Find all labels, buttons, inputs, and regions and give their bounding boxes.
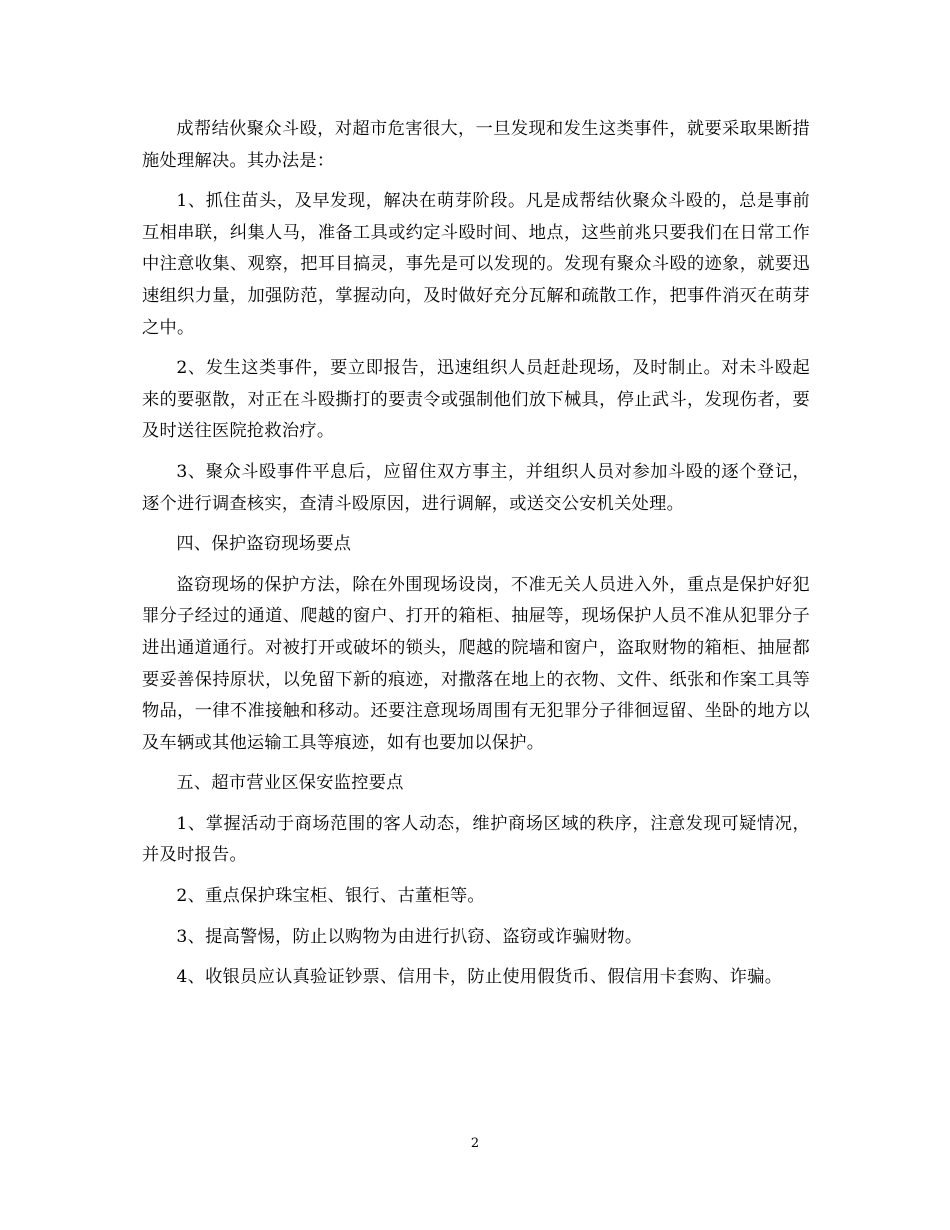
paragraph-theft-scene: 盗窃现场的保护方法，除在外围现场设岗，不准无关人员进入外，重点是保护好犯罪分子经过的通道、爬越的窗户、打开的箱柜、抽屉等，现场保护人员不准从犯罪分子进出通道通行。对被打开或破坏的锁头，爬越的院墙和窗户，盗取财物的箱柜、抽屉都要妥善保持原状，以免留下新的痕迹，对撒落在地上的衣物、文件、纸张和作案工具等物品，一律不准接触和移动。还要注意现场周围有无犯罪分子徘徊逗留、坐卧的地方以及车辆或其他运输工具等痕迹，如有也要加以保护。 xyxy=(142,574,810,753)
paragraph-item-1: 1、抓住苗头，及早发现，解决在萌芽阶段。凡是成帮结伙聚众斗殴的，总是事前互相串联，纠集人马，准备工具或约定斗殴时间、地点，这些前兆只要我们在日常工作中注意收集、观察，把耳目搞灵，事先是可以发现的。发现有聚众斗殴的迹象，就要迅速组织力量，加强防范，掌握动向，及时做好充分瓦解和疏散工作，把事件消灭在萌芽之中。 xyxy=(142,191,810,338)
paragraph-item-2: 2、发生这类事件，要立即报告，迅速组织人员赶赴现场，及时制止。对未斗殴起来的要驱散，对正在斗殴撕打的要责令或强制他们放下械具，停止武斗，发现伤者，要及时送往医院抢救治疗。 xyxy=(142,358,810,442)
paragraph-item-3: 3、聚众斗殴事件平息后，应留住双方事主，并组织人员对参加斗殴的逐个登记，逐个进行调查核实，查清斗殴原因，进行调解，或送交公安机关处理。 xyxy=(142,461,810,514)
document-body xyxy=(142,114,810,1003)
section-heading-4: 四、保护盗窃现场要点 xyxy=(176,534,352,555)
paragraph-intro: 成帮结伙聚众斗殴，对超市危害很大，一旦发现和发生这类事件，就要采取果断措施处理解决。其办法是： xyxy=(142,119,810,171)
paragraph-monitor-1: 1、掌握活动于商场范围的客人动态，维护商场区域的秩序，注意发现可疑情况，并及时报告。 xyxy=(142,813,810,866)
section-heading-5: 五、超市营业区保安监控要点 xyxy=(176,773,404,794)
page-number: 2 xyxy=(470,1136,480,1151)
paragraph-monitor-3: 3、提高警惕，防止以购物为由进行扒窃、盗窃或诈骗财物。 xyxy=(176,926,643,947)
paragraph-monitor-2: 2、重点保护珠宝柜、银行、古董柜等。 xyxy=(176,886,485,907)
paragraph-monitor-4: 4、收银员应认真验证钞票、信用卡，防止使用假货币、假信用卡套购、诈骗。 xyxy=(176,967,783,988)
